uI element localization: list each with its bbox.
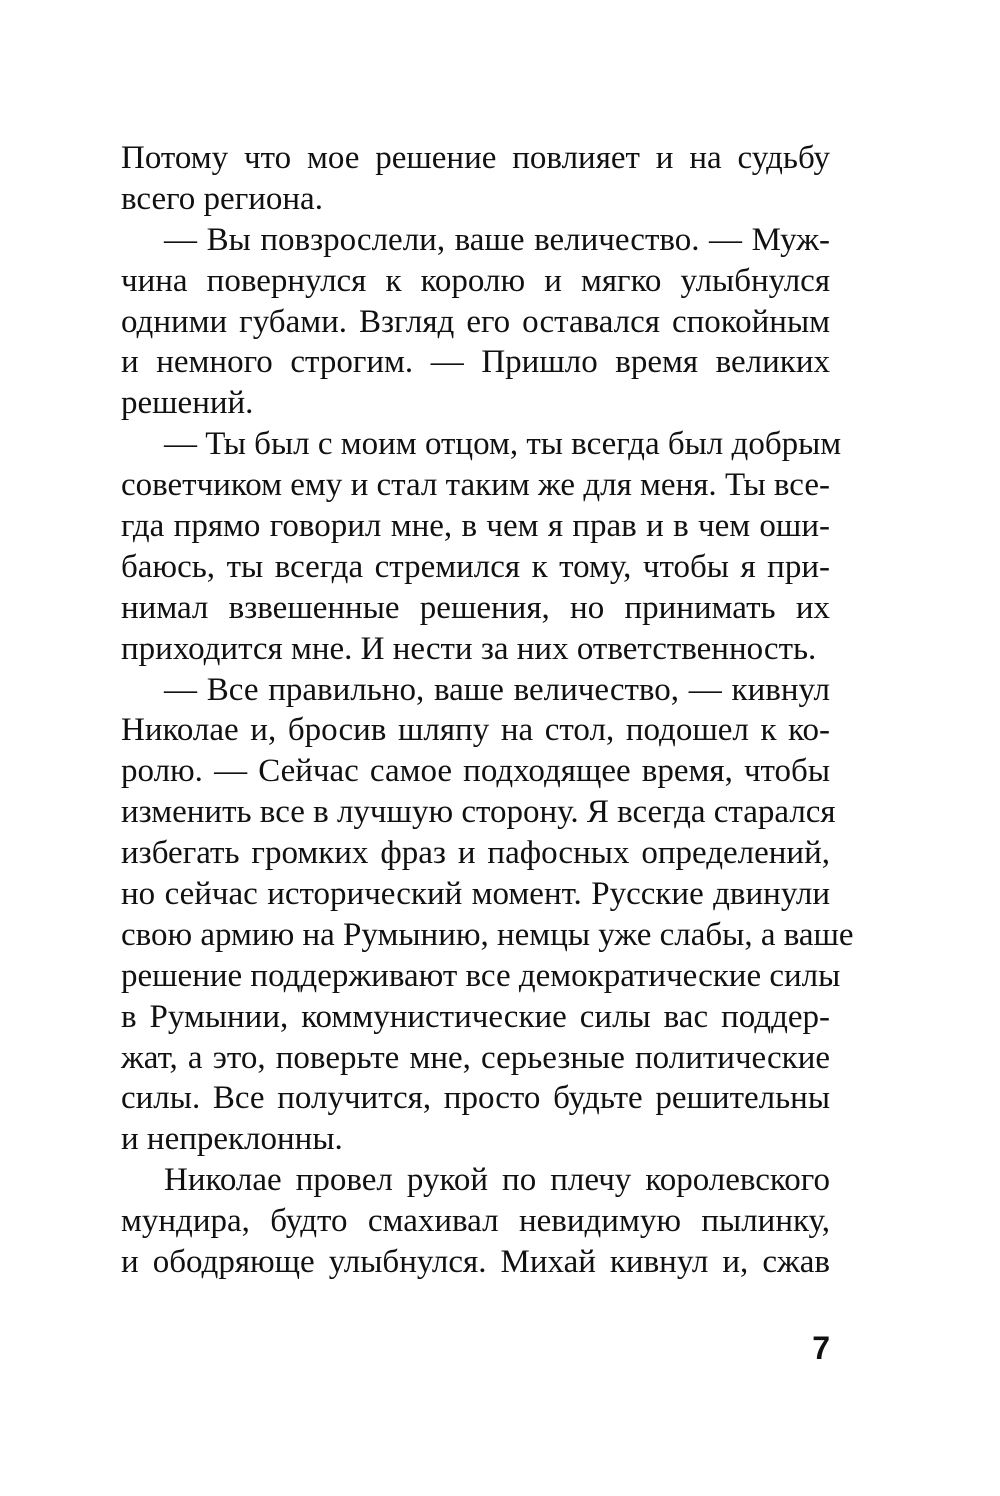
text-line: силы. Все получится, просто будьте решительны (121, 1080, 830, 1117)
text-line: нимал взвешенные решения, но принимать их (121, 589, 830, 626)
text-line: ролю. — Сейчас самое подходящее время, чтобы (121, 753, 830, 790)
text-line: советчиком ему и стал таким же для меня. Ты все- (121, 467, 830, 504)
text-line: решений. (121, 385, 254, 422)
text-line: изменить все в лучшую сторону. Я всегда старался (121, 794, 836, 831)
text-line: решение поддерживают все демократические силы (121, 957, 841, 994)
text-line: баюсь, ты всегда стремился к тому, чтобы я при- (121, 548, 830, 585)
text-line: — Вы повзрослели, ваше величество. — Муж- (164, 221, 830, 258)
text-line: свою армию на Румынию, немцы уже слабы, а ваше (121, 916, 854, 953)
text-line: Николае и, бросив шляпу на стол, подошел к ко- (121, 712, 830, 749)
page-number: 7 (812, 1330, 830, 1366)
text-line: гда прямо говорил мне, в чем я прав и в чем оши- (121, 508, 830, 545)
text-line: Потому что мое решение повлияет и на судьбу (121, 140, 830, 176)
text-line: приходится мне. И нести за них ответственность. (121, 630, 817, 667)
text-line: избегать громких фраз и пафосных определений, (121, 835, 830, 872)
body-text (121, 138, 854, 1283)
text-line: и непреклонны. (121, 1121, 343, 1158)
text-line: и немного строгим. — Пришло время великих (121, 344, 830, 381)
text-line: но сейчас исторический момент. Русские двинули (121, 876, 830, 913)
text-line: Николае провел рукой по плечу королевского (164, 1162, 830, 1199)
text-line: одними губами. Взгляд его оставался спокойным (121, 303, 830, 340)
text-line: — Ты был с моим отцом, ты всегда был добрым (164, 426, 842, 463)
text-line: чина повернулся к королю и мягко улыбнулся (121, 262, 830, 299)
text-line: мундира, будто смахивал невидимую пылинку, (121, 1203, 830, 1240)
text-line: всего региона. (121, 180, 323, 217)
text-line: и ободряюще улыбнулся. Михай кивнул и, сжав (121, 1244, 830, 1281)
text-line: в Румынии, коммунистические силы вас поддер- (121, 998, 830, 1035)
text-line: жат, а это, поверьте мне, серьезные политические (121, 1039, 830, 1076)
text-line: — Все правильно, ваше величество, — кивнул (164, 671, 830, 708)
